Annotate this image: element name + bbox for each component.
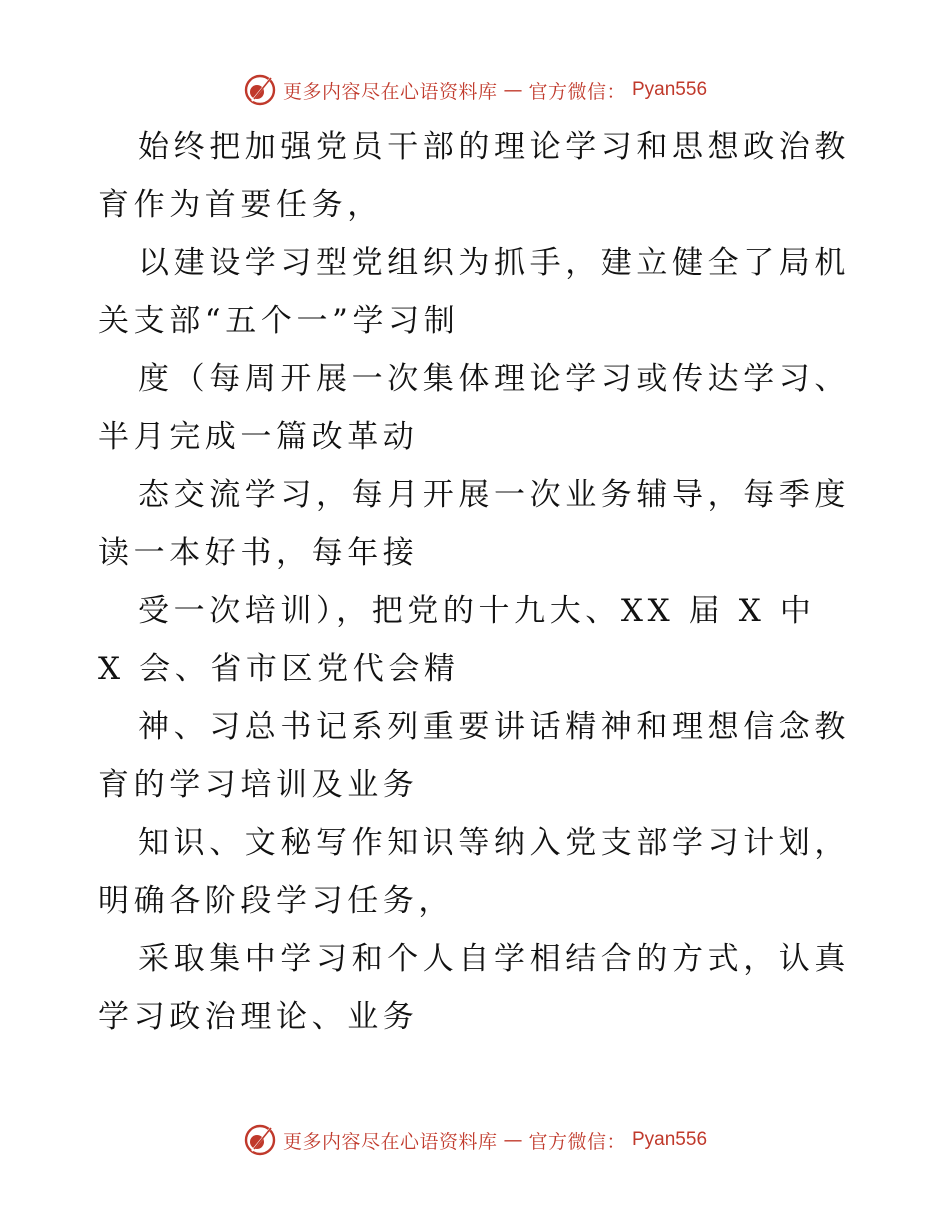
footer-watermark-official: 官方微信： <box>528 1130 626 1153</box>
paragraph-7: 知识、文秘写作知识等纳入党支部学习计划，明确各阶段学习任务， <box>98 825 850 919</box>
paragraph-3: 度（每周开展一次集体理论学习或传达学习、半月完成一篇改革动 <box>98 361 850 455</box>
quill-logo-icon <box>243 73 277 107</box>
footer-watermark <box>0 1120 950 1160</box>
paragraph-4: 态交流学习，每月开展一次业务辅导，每季度读一本好书，每年接 <box>98 477 850 571</box>
footer-watermark-handle: Pyan556 <box>632 1129 708 1150</box>
header-watermark <box>0 70 950 110</box>
watermark-official: 官方微信： <box>528 80 626 103</box>
watermark-handle: Pyan556 <box>632 79 708 100</box>
paragraph-6: 神、习总书记系列重要讲话精神和理想信念教育的学习培训及业务 <box>98 709 850 803</box>
footer-watermark-title: 更多内容尽在心语资料库 <box>282 1130 498 1153</box>
watermark-separator: — <box>503 79 523 101</box>
quill-logo-icon <box>243 1123 277 1157</box>
paragraph-8: 采取集中学习和个人自学相结合的方式，认真学习政治理论、业务 <box>98 941 850 1035</box>
paragraph-5: 受一次培训），把党的十九大、XX 届 X 中 X 会、省市区党代会精 <box>98 593 816 687</box>
paragraph-1: 始终把加强党员干部的理论学习和思想政治教育作为首要任务， <box>98 129 850 223</box>
watermark-title: 更多内容尽在心语资料库 <box>282 80 498 103</box>
paragraph-2: 以建设学习型党组织为抓手，建立健全了局机关支部“五个一”学习制 <box>98 245 850 339</box>
footer-watermark-separator: — <box>503 1129 523 1151</box>
document-body <box>98 118 853 1046</box>
